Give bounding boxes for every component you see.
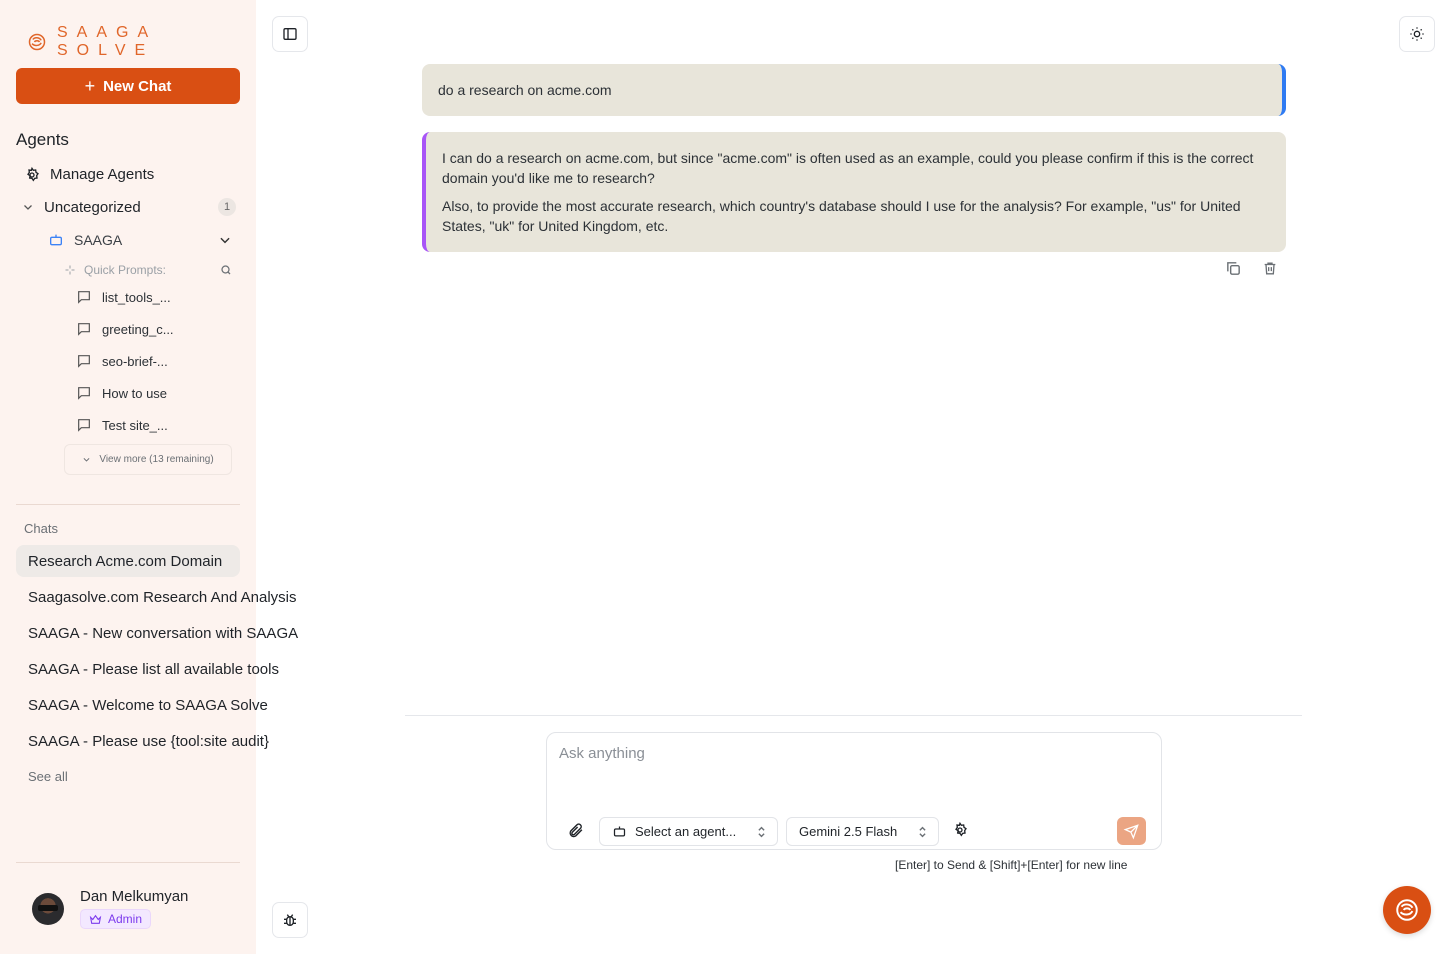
brand-name: SAAGA SOLVE bbox=[57, 24, 157, 59]
saaga-logo-icon bbox=[27, 32, 47, 52]
copy-icon bbox=[1225, 260, 1242, 277]
assistant-message bbox=[422, 132, 1286, 252]
quick-prompts-header bbox=[64, 263, 232, 277]
manage-agents-label: Manage Agents bbox=[50, 166, 155, 183]
composer-hint: [Enter] to Send & [Shift]+[Enter] for new line bbox=[895, 858, 1128, 872]
paperclip-icon bbox=[567, 822, 584, 839]
quick-prompt-label: greeting_c... bbox=[102, 321, 174, 337]
message-icon bbox=[76, 417, 92, 433]
model-select-value: Gemini 2.5 Flash bbox=[799, 824, 898, 839]
gear-icon bbox=[952, 822, 968, 838]
user-profile[interactable] bbox=[32, 888, 188, 931]
copy-message-button[interactable] bbox=[1225, 260, 1242, 277]
chat-item-label: SAAGA - New conversation with SAAGA bbox=[28, 624, 299, 642]
sun-icon bbox=[1409, 26, 1425, 42]
send-icon bbox=[1124, 824, 1139, 839]
user-name: Dan Melkumyan bbox=[80, 888, 189, 905]
saaga-logo-icon bbox=[1394, 897, 1420, 923]
sidebar-icon bbox=[282, 26, 298, 42]
chat-item-label: Saagasolve.com Research And Analysis bbox=[28, 588, 297, 606]
chevron-down-icon bbox=[22, 201, 34, 213]
view-more-label: View more (13 remaining) bbox=[99, 454, 214, 465]
chats-heading: Chats bbox=[24, 521, 58, 536]
manage-agents-link[interactable] bbox=[24, 166, 154, 183]
model-select[interactable] bbox=[786, 817, 939, 846]
sidebar-divider bbox=[16, 862, 240, 863]
user-message-text: do a research on acme.com bbox=[438, 82, 612, 98]
message-icon bbox=[76, 385, 92, 401]
assistant-message-paragraph: Also, to provide the most accurate research, which country's database should I use for the analysis? For example, "us" for United States, "uk" for United Kingdom, etc. bbox=[442, 198, 1241, 234]
quick-prompt-item[interactable] bbox=[76, 353, 168, 369]
composer bbox=[546, 732, 1162, 850]
sidebar bbox=[0, 0, 299, 954]
chat-item-label: SAAGA - Welcome to SAAGA Solve bbox=[28, 696, 268, 714]
role-badge bbox=[80, 909, 151, 929]
chat-item[interactable] bbox=[16, 689, 268, 721]
agent-select[interactable] bbox=[599, 817, 778, 846]
theme-toggle-button[interactable] bbox=[1399, 16, 1435, 52]
category-count-badge: 1 bbox=[218, 198, 236, 216]
user-message bbox=[422, 64, 1286, 116]
chat-item[interactable] bbox=[16, 653, 279, 685]
bot-icon bbox=[612, 824, 627, 839]
trash-icon bbox=[1262, 260, 1278, 277]
chat-item-label: SAAGA - Please use {tool:site audit} bbox=[28, 732, 269, 750]
message-input[interactable] bbox=[559, 745, 1149, 805]
quick-prompt-item[interactable] bbox=[76, 417, 168, 433]
gear-icon bbox=[24, 167, 40, 183]
chevron-down-icon bbox=[82, 455, 91, 464]
category-uncategorized[interactable] bbox=[22, 198, 236, 216]
message-icon bbox=[76, 289, 92, 305]
agents-heading: Agents bbox=[16, 130, 69, 149]
new-chat-label: New Chat bbox=[103, 77, 172, 95]
message-icon bbox=[76, 321, 92, 337]
composer-divider bbox=[405, 715, 1302, 716]
quick-prompt-item[interactable] bbox=[76, 289, 171, 305]
quick-prompts-label: Quick Prompts: bbox=[84, 263, 167, 277]
delete-message-button[interactable] bbox=[1262, 260, 1278, 277]
assistant-message-paragraph: I can do a research on acme.com, but since "acme.com" is often used as an example, could you please confirm if this is the correct domain you'd like me to research? bbox=[442, 150, 1254, 186]
sidebar-divider bbox=[16, 504, 240, 505]
sparkle-icon bbox=[64, 264, 76, 276]
quick-prompt-item[interactable] bbox=[76, 321, 174, 337]
avatar bbox=[32, 893, 64, 925]
message-icon bbox=[76, 353, 92, 369]
see-all-chats-link[interactable]: See all bbox=[28, 769, 68, 784]
chat-item-label: SAAGA - Please list all available tools bbox=[28, 660, 279, 678]
agent-label: SAAGA bbox=[74, 232, 123, 248]
quick-prompt-item[interactable] bbox=[76, 385, 167, 401]
brand-logo[interactable] bbox=[27, 24, 256, 60]
category-label: Uncategorized bbox=[44, 198, 141, 216]
toggle-sidebar-button[interactable] bbox=[272, 16, 308, 52]
assistant-fab-button[interactable] bbox=[1383, 886, 1431, 934]
bot-icon bbox=[48, 232, 64, 248]
plus-icon: + bbox=[84, 76, 96, 96]
quick-prompt-label: Test site_... bbox=[102, 417, 168, 433]
chevron-down-icon[interactable] bbox=[218, 233, 232, 247]
quick-prompt-label: list_tools_... bbox=[102, 289, 171, 305]
crown-icon bbox=[89, 913, 102, 926]
chat-item-label: Research Acme.com Domain bbox=[28, 552, 223, 570]
chat-item[interactable] bbox=[16, 581, 297, 613]
role-label: Admin bbox=[108, 912, 143, 926]
bug-icon bbox=[282, 912, 298, 928]
attach-button[interactable] bbox=[567, 822, 584, 844]
search-icon[interactable] bbox=[220, 264, 232, 276]
chat-item[interactable] bbox=[16, 545, 240, 577]
quick-prompt-label: How to use bbox=[102, 385, 168, 401]
agent-item-saaga[interactable] bbox=[48, 232, 232, 248]
report-bug-button[interactable] bbox=[272, 902, 308, 938]
chat-item[interactable] bbox=[16, 617, 299, 649]
chat-item[interactable] bbox=[16, 725, 269, 757]
view-more-prompts-button[interactable] bbox=[64, 444, 232, 475]
quick-prompt-label: seo-brief-... bbox=[102, 353, 168, 369]
chevron-up-down-icon bbox=[756, 825, 767, 839]
new-chat-button[interactable] bbox=[16, 68, 240, 104]
agent-select-value: Select an agent... bbox=[635, 824, 737, 839]
chevron-up-down-icon bbox=[917, 825, 928, 839]
composer-settings-button[interactable] bbox=[952, 822, 968, 843]
send-button[interactable] bbox=[1117, 817, 1146, 845]
